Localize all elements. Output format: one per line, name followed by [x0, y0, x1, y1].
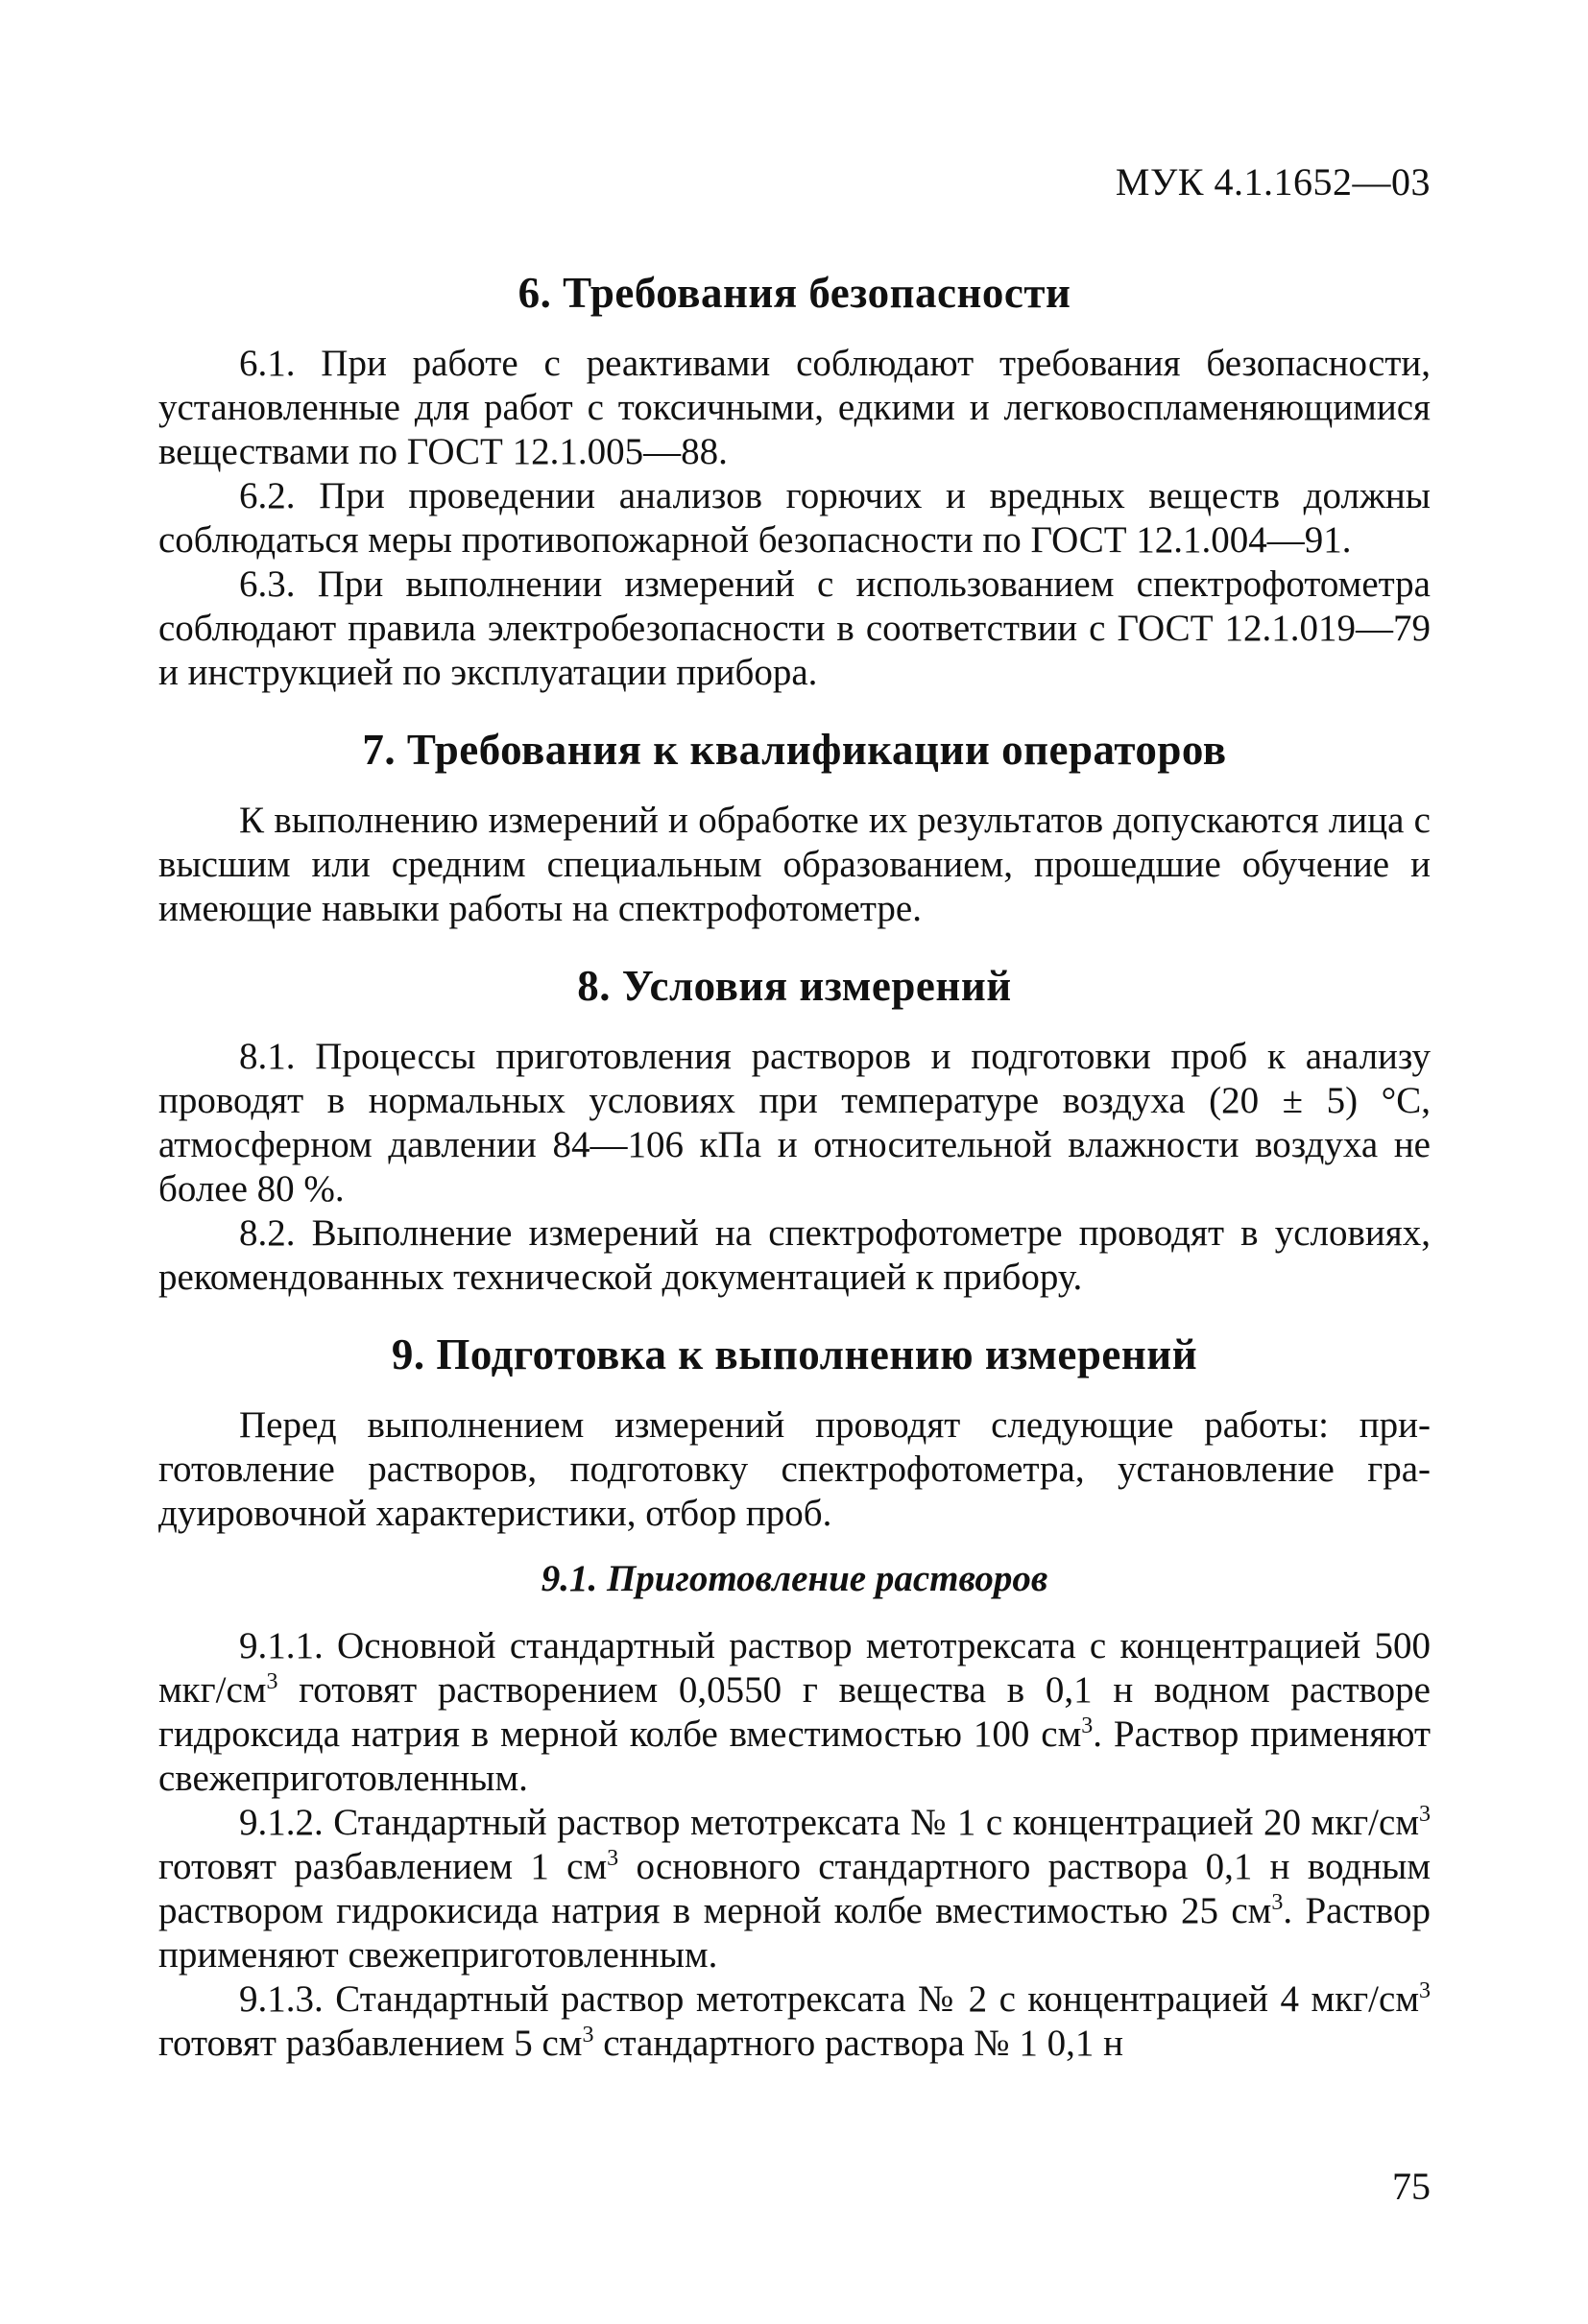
section-6-title: 6. Требования безопасности	[517, 269, 1071, 317]
section-9-title: 9. Подготовка к выполнению измерений	[391, 1330, 1198, 1378]
section-8-title: 8. Условия измерений	[577, 962, 1012, 1010]
paragraph-7: К выполнению измерений и обработке их результатов допускаются лица с высшим или средним специальным образованием, прошедшие обучение и имеющие навыки работы на спектрофотометре.	[158, 800, 1431, 929]
section-7-title: 7. Требования к квалификации операторов	[362, 726, 1227, 774]
document-body	[158, 267, 1431, 2066]
paragraph-9-1-2: 9.1.2. Стандартный раствор метотрексата № 1 с концентрацией 20 мкг/$см^3$ готовят разбавлением 1 $см^3$ основного стандартного раствора 0,1 н водным раствором гидрокисида натрия в мерной колбе вместимостью 25 $см^3$. Раствор применяют свежеприготовленным.	[158, 1802, 1431, 1976]
paragraph-9-1-1: 9.1.1. Основной стандартный раствор метотрексата с концентрацией 500 мкг/$см^3$ готовят растворением 0,0550 г вещества в 0,1 н водном растворе гидроксида натрия в мерной колбе вместимостью 100 $см^3$. Раствор применяют свежеприготовленным.	[158, 1625, 1431, 1799]
paragraph-6-3: 6.3. При выполнении измерений с использованием спектрофотометра соблюдают правила электробезопасности в соответствии с ГОСТ 12.1.019—79 и инструкцией по эксплуатации прибора.	[158, 563, 1431, 693]
document-page	[158, 0, 1431, 2324]
paragraph-8-1: 8.1. Процессы приготовления растворов и подготовки проб к анализу проводят в нормальных условиях при температуре воздуха (20 ± 5) °С, атмосферном давлении 84—106 кПа и относительной влажности воздуха не более 80 %.	[158, 1036, 1431, 1210]
subsection-9-1-title: 9.1. Приготовление растворов	[541, 1558, 1048, 1599]
paragraph-9-1-3: 9.1.3. Стандартный раствор метотрексата № 2 с концентрацией 4 мкг/$см^3$ готовят разбавлением 5 $см^3$ стандартного раствора № 1 0,1 н	[158, 1978, 1431, 2064]
document-code: МУК 4.1.1652—03	[1115, 160, 1431, 204]
paragraph-6-1: 6.1. При работе с реактивами соблюдают требования безопасности, установленные для работ с токсичными, едкими и легковоспламеняющимися веществами по ГОСТ 12.1.005—88.	[158, 343, 1431, 472]
paragraph-6-2: 6.2. При проведении анализов горючих и вредных веществ должны соблюдаться меры противопожарной безопасности по ГОСТ 12.1.004—91.	[158, 475, 1431, 561]
paragraph-8-2: 8.2. Выполнение измерений на спектрофотометре проводят в условиях, рекомендованных технической документацией к прибору.	[158, 1212, 1431, 1298]
page-number: 75	[1392, 2165, 1431, 2208]
paragraph-9: Перед выполнением измерений проводят следующие работы: приготовление растворов, подготовку спектрофотометра, установление градуировочной характеристики, отбор проб.	[158, 1404, 1431, 1534]
